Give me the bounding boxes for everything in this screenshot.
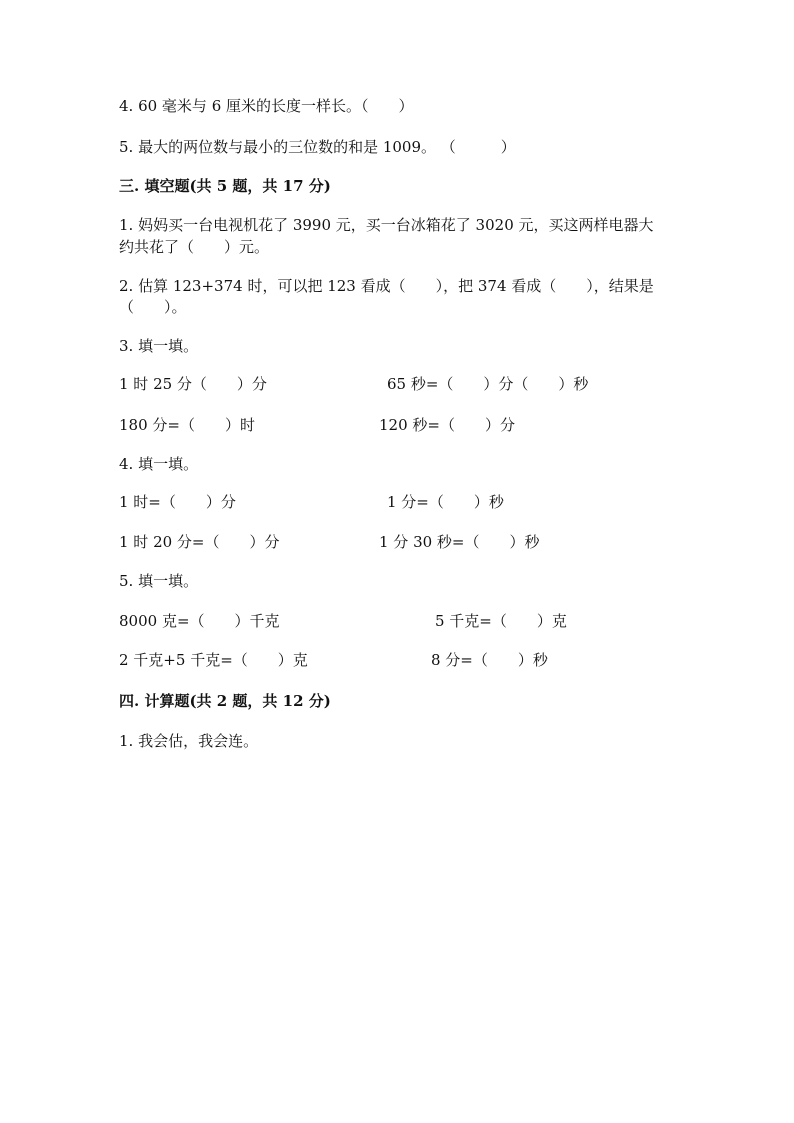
judge-question-5: 5. 最大的两位数与最小的三位数的和是 1009。 （ ） — [119, 138, 516, 156]
fill-item: 8000 克=（ ）千克 — [119, 612, 280, 630]
fill-question-5-row — [119, 650, 679, 670]
fill-question-2-line-2: （ ）。 — [119, 298, 187, 316]
fill-question-3-row — [119, 374, 679, 394]
fill-item: 2 千克+5 千克=（ ）克 — [119, 651, 308, 669]
fill-item: 8 分=（ ）秒 — [431, 651, 548, 669]
fill-item: 5 千克=（ ）克 — [435, 612, 567, 630]
fill-question-5-row — [119, 611, 679, 631]
fill-question-2-line-1: 2. 估算 123+374 时，可以把 123 看成（ ），把 374 看成（ ），结果是 — [119, 277, 654, 295]
fill-question-3-row — [119, 415, 679, 435]
section-4-heading: 四. 计算题(共 2 题，共 12 分) — [119, 692, 331, 710]
fill-item: 180 分=（ ）时 — [119, 416, 255, 434]
fill-question-4-row — [119, 532, 679, 552]
fill-item: 1 分 30 秒=（ ）秒 — [379, 533, 540, 551]
fill-item: 1 时=（ ）分 — [119, 493, 236, 511]
judge-question-4: 4. 60 毫米与 6 厘米的长度一样长。（ ） — [119, 97, 414, 115]
calc-question-1: 1. 我会估，我会连。 — [119, 732, 259, 750]
fill-question-3-title: 3. 填一填。 — [119, 337, 199, 355]
fill-question-1-line-1: 1. 妈妈买一台电视机花了 3990 元，买一台冰箱花了 3020 元，买这两样电器大 — [119, 216, 654, 234]
section-3-heading: 三. 填空题(共 5 题，共 17 分) — [119, 177, 331, 195]
fill-question-5-title: 5. 填一填。 — [119, 572, 199, 590]
fill-item: 120 秒=（ ）分 — [379, 416, 515, 434]
fill-item: 1 时 20 分=（ ）分 — [119, 533, 280, 551]
fill-item: 1 分=（ ）秒 — [387, 493, 504, 511]
fill-question-4-row — [119, 492, 679, 512]
fill-question-4-title: 4. 填一填。 — [119, 455, 199, 473]
fill-item: 1 时 25 分（ ）分 — [119, 375, 267, 393]
fill-item: 65 秒=（ ）分（ ）秒 — [387, 375, 589, 393]
fill-question-1-line-2: 约共花了（ ）元。 — [119, 238, 270, 256]
